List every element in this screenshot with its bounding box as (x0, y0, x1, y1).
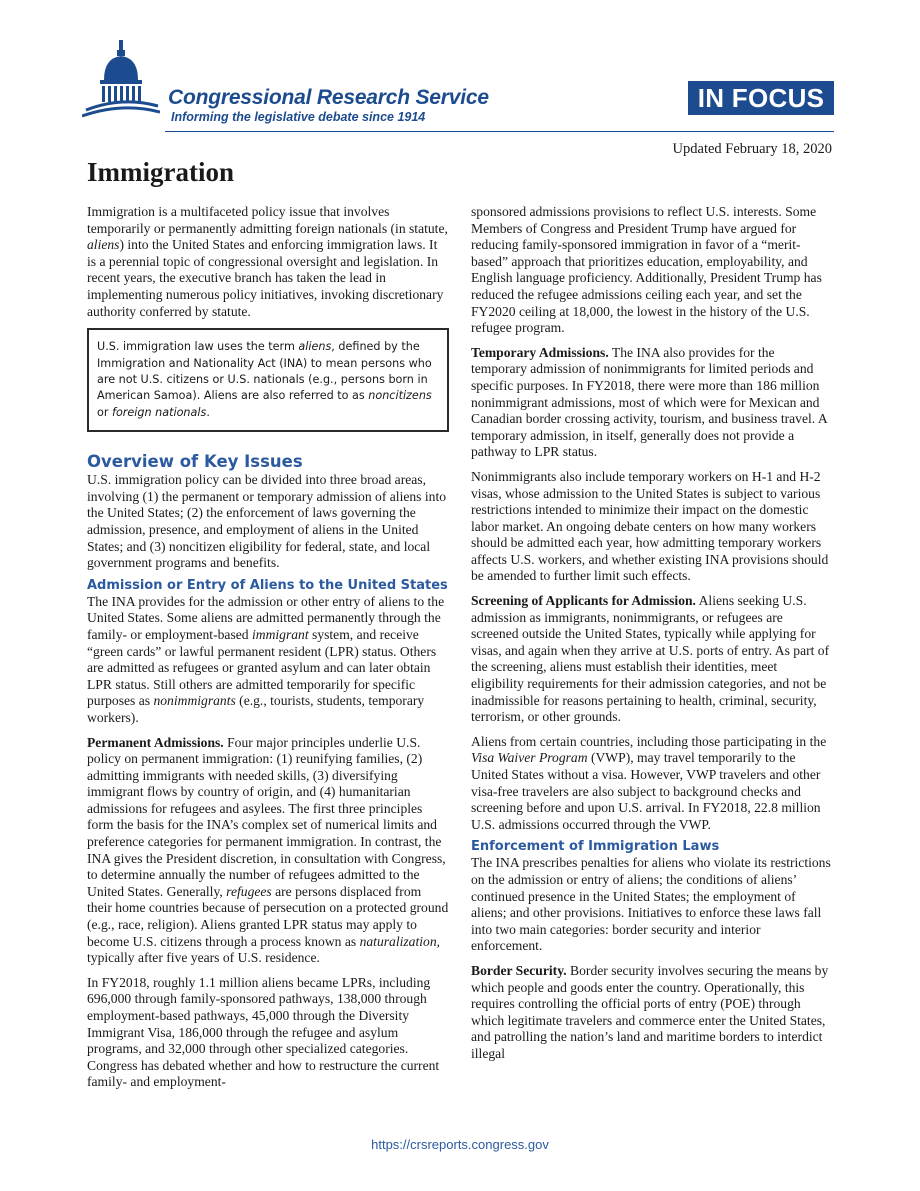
enforcement-paragraph: The INA prescribes penalties for aliens who violate its restrictions on the admission or entry of aliens; the conditions of aliens’ continued presence in the United States; the employment of aliens; and other provisions. Initiatives to enforce these laws fall into two main categories: border security and interior enforcement. (471, 855, 831, 954)
permanent-admissions-paragraph: Permanent Admissions. Four major principles underlie U.S. policy on permanent immigration: (1) reunifying families, (2) admitting immigrants with needed skills, (3) diversifying immigrant flows by country of origin, and (4) humanitarian admissions for refugees and asylees. The first three principles form the basis for the INA’s complex set of numerical limits and preference categories for permanent immigration. In contrast, the INA gives the President discretion, in consultation with Congress, to determine annually the number of refugees admitted to the United States. Generally, refugees are persons displaced from their home countries because of persecution on a protected ground (e.g., race, religion). Aliens granted LPR status may apply to become U.S. citizens through a process known as naturalization, typically after five years of U.S. residence. (87, 734, 449, 966)
overview-heading: Overview of Key Issues (87, 452, 303, 472)
screening-paragraph: Screening of Applicants for Admission. Aliens seeking U.S. admission as immigrants, nonimmigrants, or refugees are screened outside the United States, typically while applying for visas, and again when they arrive at U.S. ports of entry. As part of the screening, aliens must establish their identities, meet eligibility requirements for their admission categories, and not be inadmissible for reasons pertaining to health, criminal, security, terrorism, or other grounds. (471, 593, 830, 725)
org-name: Congressional Research Service (168, 86, 489, 109)
continued-paragraph: sponsored admissions provisions to reflect U.S. interests. Some Members of Congress and President Trump have argued for reducing family-sponsored immigration in favor of a “merit-based” approach that prioritizes education, employability, and English language proficiency. Additionally, President Trump has reduced the refugee admissions ceiling each year, and set the FY2020 ceiling at 18,000, the lowest in the history of the U.S. refugee program. (471, 204, 822, 336)
intro-paragraph: Immigration is a multifaceted policy issue that involves temporarily or permanently admitting foreign nationals (in statute, aliens) into the United States and enforcing immigration laws. It is a perennial topic of congressional oversight and legislation. In recent years, the executive branch has taken the lead in implementing numerous policy initiatives, invoking discretionary authority conferred by statute. (87, 204, 448, 319)
definition-callout: U.S. immigration law uses the term aliens, defined by the Immigration and Nationality Act (INA) to mean persons who are not U.S. citizens or U.S. nationals (e.g., persons born in American Samoa). Aliens are also referred to as noncitizens or foreign nationals. (87, 328, 449, 432)
page-header (0, 0, 920, 157)
temporary-admissions-paragraph: Temporary Admissions. The INA also provides for the temporary admission of nonimmigrants for limited periods and specific purposes. In FY2018, there were more than 186 million nonimmigrant admissions, most of which were for Mexican and Canadian border crossing activity, tourism, and business travel. A temporary admission, in itself, generally does not provide a pathway to LPR status. (471, 344, 827, 460)
capitol-dome-logo (82, 40, 160, 120)
header-divider (165, 131, 834, 132)
org-tagline: Informing the legislative debate since 1914 (171, 110, 426, 124)
nonimmigrants-paragraph: Nonimmigrants also include temporary workers on H-1 and H-2 visas, whose admission to the United States is subject to various restrictions intended to minimize their impact on the domestic labor market. An ongoing debate centers on how many workers should be admitted each year, how admitting temporary workers affects U.S. workers, and whether existing INA provisions should be amended to further limit such effects. (471, 468, 829, 584)
right-column (471, 204, 833, 1071)
overview-paragraph: U.S. immigration policy can be divided into three broad areas, involving (1) the permanent or temporary admission of aliens into the United States; (2) the enforcement of laws governing the admission, presence, and employment of aliens in the United States; and (3) noncitizen eligibility for federal, state, and local government programs and benefits. (87, 472, 447, 571)
footer-url-link[interactable]: https://crsreports.congress.gov (371, 1137, 549, 1152)
border-security-paragraph: Border Security. Border security involves securing the means by which people and goods enter the country. Operationally, this requires controlling the official ports of entry (POE) through which legitimate travelers and commerce enter the United States, and patrolling the nation’s land and maritime borders to interdict illegal (471, 962, 829, 1061)
vwp-paragraph: Aliens from certain countries, including those participating in the Visa Waiver Program (VWP), may travel temporarily to the United States without a visa. However, VWP travelers and other visa-free travelers are also subject to background checks and screening before and upon U.S. arrival. In FY2018, 22.8 million U.S. admissions occurred through the VWP. (471, 733, 827, 832)
in-focus-badge: IN FOCUS (688, 81, 834, 115)
admission-paragraph: The INA provides for the admission or other entry of aliens to the United States. Some aliens are admitted permanently through the family- or employment-based immigrant system, and receive “green cards” or lawful permanent resident (LPR) status. Others are admitted as refugees or granted asylum and can later obtain LPR status. Still others are admitted temporarily for specific purposes as nonimmigrants (e.g., tourists, students, temporary workers). (87, 593, 445, 725)
admission-heading: Admission or Entry of Aliens to the United States (87, 577, 448, 593)
left-column (87, 204, 449, 1099)
enforcement-heading: Enforcement of Immigration Laws (471, 839, 720, 855)
fy2018-paragraph: In FY2018, roughly 1.1 million aliens became LPRs, including 696,000 through family-sponsored pathways, 138,000 through employment-based pathways, 45,000 through the Diversity Immigrant Visa, 186,000 through the refugee and asylum programs, and 32,000 through other specialized categories. Congress has debated whether and how to restructure the current family- and employment- (87, 974, 440, 1090)
updated-date: Updated February 18, 2020 (672, 141, 832, 157)
page-title: Immigration (87, 157, 234, 187)
